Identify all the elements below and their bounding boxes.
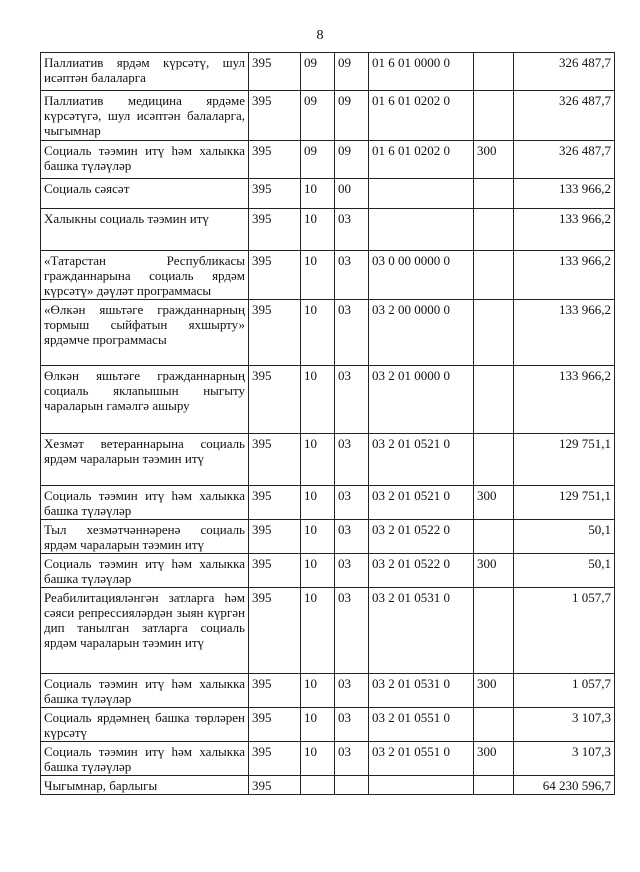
row-amount: 326 487,7	[514, 141, 615, 179]
row-subsection-code: 00	[335, 179, 369, 209]
table-row	[41, 300, 615, 366]
row-ministry-code: 395	[249, 53, 301, 91]
row-subsection-code: 09	[335, 141, 369, 179]
row-amount: 133 966,2	[514, 209, 615, 251]
row-subsection-code: 03	[335, 742, 369, 776]
table-row	[41, 486, 615, 520]
row-ministry-code: 395	[249, 179, 301, 209]
row-subsection-code: 03	[335, 554, 369, 588]
row-subsection-code	[335, 776, 369, 795]
row-name: Социаль тәэмин итү һәм халыкка башка түләүләр	[41, 554, 249, 588]
budget-table-body	[41, 53, 615, 795]
table-row	[41, 251, 615, 300]
row-ministry-code: 395	[249, 674, 301, 708]
row-target-article	[369, 179, 474, 209]
row-subsection-code: 03	[335, 708, 369, 742]
row-ministry-code: 395	[249, 520, 301, 554]
row-subsection-code: 03	[335, 520, 369, 554]
row-expense-type	[474, 251, 514, 300]
row-amount: 326 487,7	[514, 91, 615, 141]
row-subsection-code: 03	[335, 251, 369, 300]
row-ministry-code: 395	[249, 300, 301, 366]
table-row	[41, 209, 615, 251]
row-name: Реабилитацияләнгән затларга һәм сәяси репрессияләрдән зыян күргән дип танылган затларга социаль ярдәм чараларын тәэмин итү	[41, 588, 249, 674]
row-expense-type	[474, 708, 514, 742]
row-ministry-code: 395	[249, 588, 301, 674]
row-name: Социаль тәэмин итү һәм халыкка башка түләүләр	[41, 141, 249, 179]
row-expense-type: 300	[474, 141, 514, 179]
row-section-code	[301, 776, 335, 795]
table-row	[41, 366, 615, 434]
row-amount: 1 057,7	[514, 674, 615, 708]
table-row	[41, 91, 615, 141]
row-ministry-code: 395	[249, 554, 301, 588]
row-expense-type	[474, 179, 514, 209]
row-name: Паллиатив медицина ярдәме күрсәтүгә, шул исәптән балаларга, чыгымнар	[41, 91, 249, 141]
row-section-code: 09	[301, 53, 335, 91]
row-expense-type: 300	[474, 486, 514, 520]
row-name: Тыл хезмәтчәннәренә социаль ярдәм чараларын тәэмин итү	[41, 520, 249, 554]
row-name: Социаль тәэмин итү һәм халыкка башка түләүләр	[41, 486, 249, 520]
row-subsection-code: 03	[335, 588, 369, 674]
row-section-code: 10	[301, 674, 335, 708]
row-section-code: 10	[301, 708, 335, 742]
table-row	[41, 674, 615, 708]
row-ministry-code: 395	[249, 486, 301, 520]
row-expense-type	[474, 209, 514, 251]
row-section-code: 10	[301, 179, 335, 209]
row-section-code: 10	[301, 366, 335, 434]
row-expense-type	[474, 300, 514, 366]
row-amount: 133 966,2	[514, 179, 615, 209]
row-ministry-code: 395	[249, 434, 301, 486]
page-number: 8	[316, 28, 324, 43]
row-target-article: 03 2 00 0000 0	[369, 300, 474, 366]
row-name: Өлкән яшьтәге гражданнарның социаль яклanышын ныгыту чараларын гамәлгә ашыру	[41, 366, 249, 434]
row-section-code: 10	[301, 588, 335, 674]
row-section-code: 09	[301, 91, 335, 141]
row-amount: 129 751,1	[514, 486, 615, 520]
budget-table	[40, 52, 615, 795]
row-expense-type: 300	[474, 674, 514, 708]
row-section-code: 09	[301, 141, 335, 179]
table-row	[41, 53, 615, 91]
row-name: Социаль сәясәт	[41, 179, 249, 209]
row-ministry-code: 395	[249, 708, 301, 742]
row-amount: 3 107,3	[514, 708, 615, 742]
row-subsection-code: 09	[335, 91, 369, 141]
row-expense-type	[474, 53, 514, 91]
row-target-article: 01 6 01 0202 0	[369, 141, 474, 179]
row-expense-type: 300	[474, 742, 514, 776]
table-row	[41, 742, 615, 776]
row-amount: 133 966,2	[514, 251, 615, 300]
row-target-article: 03 2 01 0522 0	[369, 554, 474, 588]
row-target-article: 03 0 00 0000 0	[369, 251, 474, 300]
row-subsection-code: 03	[335, 486, 369, 520]
row-amount: 133 966,2	[514, 300, 615, 366]
row-amount: 1 057,7	[514, 588, 615, 674]
row-expense-type: 300	[474, 554, 514, 588]
row-expense-type	[474, 434, 514, 486]
row-ministry-code: 395	[249, 209, 301, 251]
row-name: Чыгымнар, барлыгы	[41, 776, 249, 795]
row-ministry-code: 395	[249, 91, 301, 141]
row-amount: 133 966,2	[514, 366, 615, 434]
row-target-article: 03 2 01 0551 0	[369, 742, 474, 776]
row-section-code: 10	[301, 554, 335, 588]
row-target-article	[369, 776, 474, 795]
row-ministry-code: 395	[249, 742, 301, 776]
row-target-article: 03 2 01 0000 0	[369, 366, 474, 434]
row-section-code: 10	[301, 209, 335, 251]
row-amount: 50,1	[514, 520, 615, 554]
row-name: Социаль тәэмин итү һәм халыкка башка түләүләр	[41, 742, 249, 776]
row-section-code: 10	[301, 434, 335, 486]
row-ministry-code: 395	[249, 776, 301, 795]
table-row	[41, 588, 615, 674]
row-name: Халыкны социаль тәэмин итү	[41, 209, 249, 251]
row-target-article: 03 2 01 0522 0	[369, 520, 474, 554]
row-target-article: 01 6 01 0202 0	[369, 91, 474, 141]
row-ministry-code: 395	[249, 141, 301, 179]
row-section-code: 10	[301, 486, 335, 520]
table-row	[41, 141, 615, 179]
row-expense-type	[474, 91, 514, 141]
row-target-article: 03 2 01 0521 0	[369, 486, 474, 520]
row-expense-type	[474, 520, 514, 554]
row-amount: 129 751,1	[514, 434, 615, 486]
row-name: Паллиатив ярдәм күрсәтү, шул исәптән балаларга	[41, 53, 249, 91]
row-name: «Татарстан Республикасы гражданнарына социаль ярдәм күрсәтү» дәүләт программасы	[41, 251, 249, 300]
row-ministry-code: 395	[249, 366, 301, 434]
row-target-article: 03 2 01 0521 0	[369, 434, 474, 486]
row-amount: 3 107,3	[514, 742, 615, 776]
row-ministry-code: 395	[249, 251, 301, 300]
row-target-article: 03 2 01 0531 0	[369, 588, 474, 674]
row-subsection-code: 03	[335, 434, 369, 486]
table-row	[41, 708, 615, 742]
table-row	[41, 520, 615, 554]
row-expense-type	[474, 776, 514, 795]
row-expense-type	[474, 588, 514, 674]
row-subsection-code: 03	[335, 209, 369, 251]
row-name: «Өлкән яшьтәге гражданнарның тормыш сыйфатын яхшырту» ярдәмче программасы	[41, 300, 249, 366]
row-amount: 50,1	[514, 554, 615, 588]
row-name: Хезмәт ветераннарына социаль ярдәм чараларын тәэмин итү	[41, 434, 249, 486]
row-name: Социаль тәэмин итү һәм халыкка башка түләүләр	[41, 674, 249, 708]
row-section-code: 10	[301, 520, 335, 554]
row-subsection-code: 09	[335, 53, 369, 91]
row-target-article	[369, 209, 474, 251]
row-section-code: 10	[301, 251, 335, 300]
row-name: Социаль ярдәмнең башка төрләрен күрсәтү	[41, 708, 249, 742]
row-section-code: 10	[301, 300, 335, 366]
row-section-code: 10	[301, 742, 335, 776]
row-expense-type	[474, 366, 514, 434]
table-row	[41, 554, 615, 588]
row-subsection-code: 03	[335, 674, 369, 708]
table-row	[41, 179, 615, 209]
row-amount: 64 230 596,7	[514, 776, 615, 795]
row-amount: 326 487,7	[514, 53, 615, 91]
row-target-article: 03 2 01 0531 0	[369, 674, 474, 708]
row-subsection-code: 03	[335, 300, 369, 366]
row-target-article: 03 2 01 0551 0	[369, 708, 474, 742]
row-subsection-code: 03	[335, 366, 369, 434]
row-target-article: 01 6 01 0000 0	[369, 53, 474, 91]
table-row	[41, 434, 615, 486]
total-row	[41, 776, 615, 795]
